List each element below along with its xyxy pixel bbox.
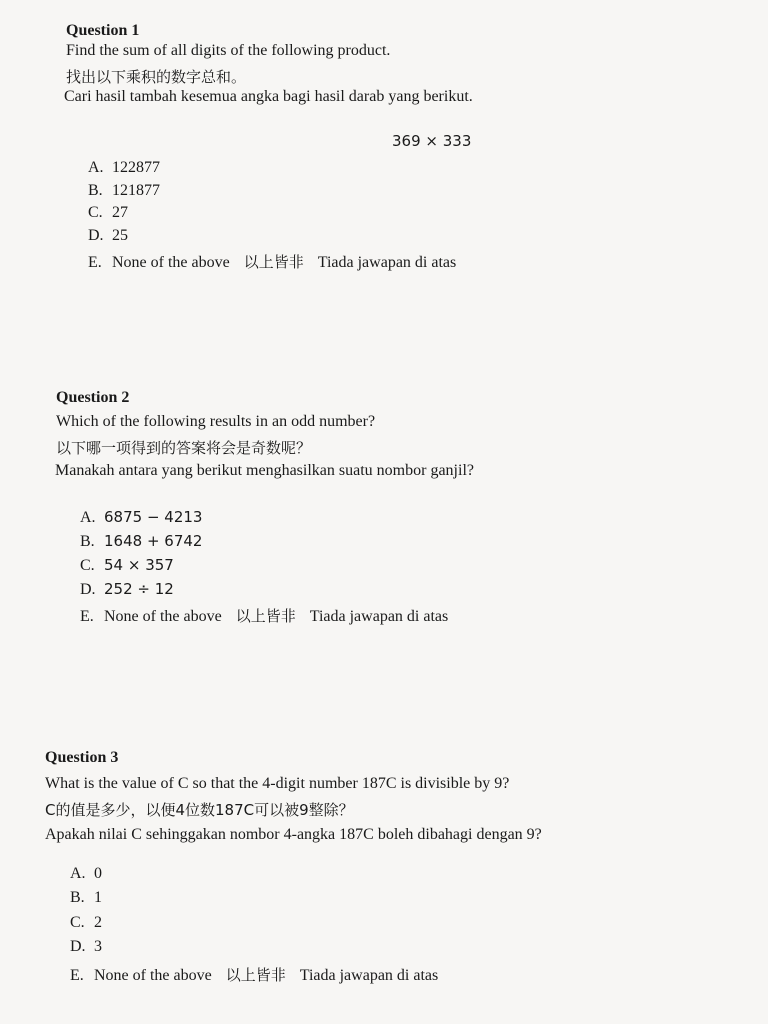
option-letter: C. [80,557,95,574]
option-letter: E. [80,608,94,625]
option-value: 6875 − 4213 [104,508,203,526]
option-value: 122877 [112,159,160,176]
none-english: None of the above [104,608,222,625]
option-c [70,914,102,932]
option-a [70,865,102,883]
question-text-chinese: 找出以下乘积的数字总和。 [66,68,247,86]
option-letter: D. [80,581,96,598]
option-letter: B. [70,889,85,906]
option-e [70,964,438,985]
option-letter: A. [80,509,96,526]
option-a [80,508,202,527]
option-value: 3 [94,938,102,955]
question-text-malay: Manakah antara yang berikut menghasilkan suatu nombor ganjil? [55,462,474,479]
option-value: 25 [112,227,128,244]
option-e [80,605,448,626]
option-a [88,159,160,177]
question-text-english: Find the sum of all digits of the following product. [66,42,391,59]
option-letter: D. [70,938,86,955]
option-e [88,251,456,272]
none-english: None of the above [94,967,212,984]
option-value: 0 [94,865,102,882]
option-value: 121877 [112,182,160,199]
none-chinese: 以上皆非 [235,607,296,625]
question-text-chinese: 以下哪一项得到的答案将会是奇数呢？ [56,439,312,457]
option-letter: A. [88,159,104,176]
option-letter: A. [70,865,86,882]
option-letter: E. [88,254,102,271]
option-b [80,532,202,551]
option-b [88,182,160,200]
option-b [70,889,102,907]
question-text-english: Which of the following results in an odd number? [56,413,376,430]
option-c [80,556,174,575]
question-title: Question 1 [66,22,140,39]
none-chinese: 以上皆非 [243,253,304,271]
option-letter: C. [70,914,85,931]
none-malay: Tiada jawapan di atas [299,967,439,984]
none-malay: Tiada jawapan di atas [309,608,449,625]
option-value: 27 [112,204,128,221]
option-letter: D. [88,227,104,244]
product-formula: 369 × 333 [392,132,472,150]
option-d [88,227,128,245]
option-value: 54 × 357 [104,556,174,574]
option-c [88,204,128,222]
option-value: 1648 + 6742 [104,532,203,550]
option-value: 252 ÷ 12 [104,580,174,598]
option-d [80,580,174,599]
option-value: 1 [94,889,102,906]
option-letter: E. [70,967,84,984]
question-title: Question 3 [45,749,119,766]
question-text-malay: Cari hasil tambah kesemua angka bagi hasil darab yang berikut. [64,88,473,105]
option-d [70,938,102,956]
option-letter: C. [88,204,103,221]
question-text-english: What is the value of C so that the 4-digit number 187C is divisible by 9? [45,775,510,792]
none-english: None of the above [112,254,230,271]
question-title: Question 2 [56,389,130,406]
question-text-malay: Apakah nilai C sehinggakan nombor 4-angka 187C boleh dibahagi dengan 9? [45,826,542,843]
none-chinese: 以上皆非 [225,966,286,984]
option-letter: B. [80,533,95,550]
option-value: 2 [94,914,102,931]
option-letter: B. [88,182,103,199]
question-text-chinese: C的值是多少，以便4位数187C可以被9整除？ [45,801,354,819]
none-malay: Tiada jawapan di atas [317,254,457,271]
